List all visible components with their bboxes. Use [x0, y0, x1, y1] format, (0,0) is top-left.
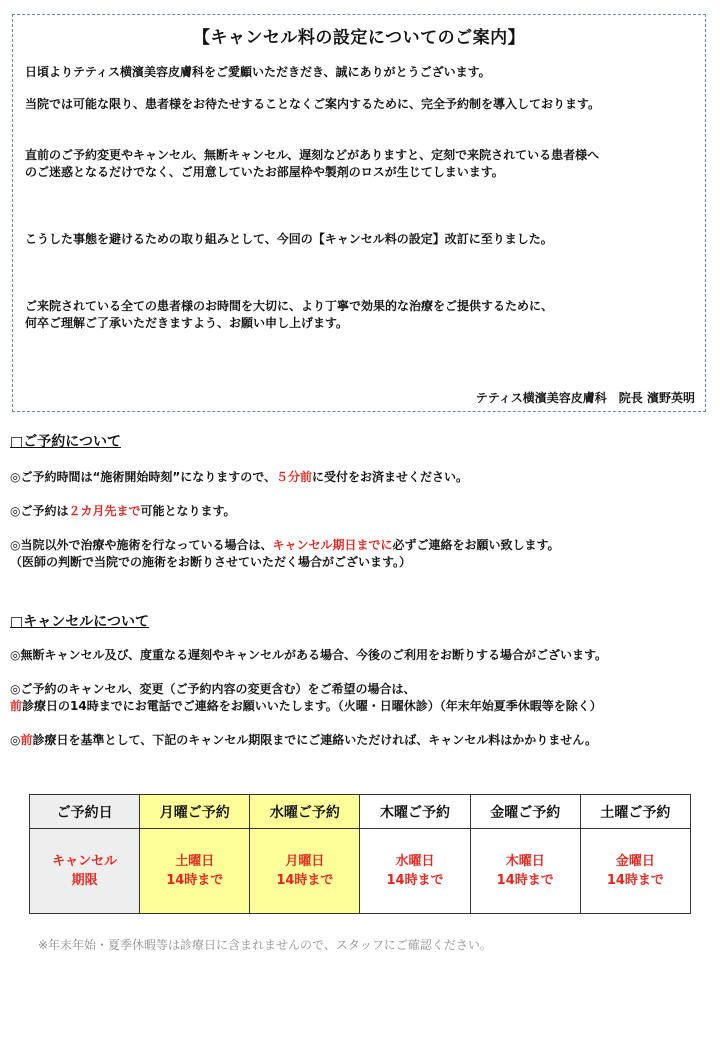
notice-request: [25, 298, 693, 332]
table-cell-friday: [470, 829, 580, 914]
notice-request-line2: 何卒ご理解ご了承いただきますよう、お願い申し上げます。: [25, 316, 349, 330]
reservation-item-arrival-text: ◎ご予約時間は“施術開始時刻”になりますので、: [10, 470, 277, 484]
table-cell-saturday: [580, 829, 690, 914]
notice-title: 【キャンセル料の設定についてのご案内】: [192, 28, 526, 48]
table-header-saturday: 土曜ご予約: [580, 795, 690, 829]
deadline-time: 14時まで: [276, 873, 334, 888]
cancellation-heading: □キャンセルについて: [10, 614, 149, 630]
reservation-item-advance-text-end: 可能となります。: [140, 504, 236, 518]
reservation-item-advance-text: ◎ご予約は: [10, 504, 69, 518]
cancellation-free-prev-mark: 前: [20, 733, 33, 747]
cancellation-item-contact: [10, 681, 714, 715]
notice-signature: テティス横濱美容皮膚科 院長 濱野英明: [475, 391, 695, 405]
deadline-day: 木曜日: [505, 854, 545, 869]
reservation-other-clinic-note: （医師の判断で当院での施術をお断りさせていただく場合がございます。）: [10, 555, 412, 569]
table-header-label: ご予約日: [30, 795, 140, 829]
deadline-day: 水曜日: [395, 854, 435, 869]
table-row-label: [30, 829, 140, 914]
cancellation-item-refusal: ◎無断キャンセル及び、度重なる遅刻やキャンセルがある場合、今後のご利用をお断りする場合がございます。: [10, 648, 608, 662]
notice-problem-line1: 直前のご予約変更やキャンセル、無断キャンセル、遅刻などがありますと、定刻で来院されている患者様へ: [25, 148, 600, 162]
table-header-thursday: 木曜ご予約: [360, 795, 470, 829]
reservation-other-clinic-text-end: 必ずご連絡をお願い致します。: [392, 538, 560, 552]
reservation-heading: □ご予約について: [10, 434, 121, 450]
cancellation-deadline-table: [29, 794, 691, 914]
deadline-day: 月曜日: [285, 854, 325, 869]
table-row-label-line1: キャンセル: [52, 854, 118, 869]
deadline-day: 土曜日: [175, 854, 215, 869]
table-header-monday: 月曜ご予約: [140, 795, 250, 829]
notice-greeting: 日頃よりテティス横濱美容皮膚科をご愛顧いただきだき、誠にありがとうございます。: [25, 65, 491, 79]
deadline-time: 14時まで: [496, 873, 554, 888]
notice-request-line1: ご来院されている全ての患者様のお時間を大切に、より丁寧で効果的な治療をご提供するために、: [25, 299, 554, 313]
table-header-friday: 金曜ご予約: [470, 795, 580, 829]
notice-reservation-system: 当院では可能な限り、患者様をお待たせすることなくご案内するために、完全予約制を導入しております。: [25, 97, 601, 111]
reservation-arrival-minutes: ５分前: [276, 470, 313, 484]
notice-problem: [25, 147, 693, 181]
table-header-wednesday: 水曜ご予約: [250, 795, 360, 829]
notice-revision: こうした事態を避けるための取り組みとして、今回の【キャンセル料の設定】改訂に至りました。: [25, 232, 553, 246]
notice-box: [12, 14, 706, 412]
reservation-item-advance: [10, 503, 714, 520]
deadline-day: 金曜日: [615, 854, 655, 869]
cancellation-contact-line2: 診療日の14時までにお電話でご連絡をお願いいたします。（火曜・日曜休診）（年末年始夏季休暇等を除く）: [22, 699, 602, 713]
footnote: ※年末年始・夏季休暇等は診療日に含まれませんので、スタッフにご確認ください。: [38, 938, 492, 952]
reservation-item-arrival: [10, 469, 714, 486]
cancellation-item-free: [10, 732, 714, 749]
deadline-time: 14時まで: [386, 873, 444, 888]
table-cell-wednesday: [250, 829, 360, 914]
table-cell-monday: [140, 829, 250, 914]
cancellation-contact-prev-mark: 前: [10, 699, 23, 713]
reservation-other-clinic-text: ◎当院以外で治療や施術を行なっている場合は、: [10, 538, 273, 552]
deadline-time: 14時まで: [166, 873, 224, 888]
notice-problem-line2: のご迷惑となるだけでなく、ご用意していたお部屋枠や製剤のロスが生じてしまいます。: [25, 165, 504, 179]
table-cell-thursday: [360, 829, 470, 914]
cancellation-free-text: 診療日を基準として、下記のキャンセル期限までにご連絡いただければ、キャンセル料はかかりません。: [32, 733, 597, 747]
deadline-time: 14時まで: [606, 873, 664, 888]
reservation-other-clinic-deadline: キャンセル期日までに: [272, 538, 393, 552]
cancellation-contact-line1: ◎ご予約のキャンセル、変更（ご予約内容の変更含む）をご希望の場合は、: [10, 682, 416, 696]
table-deadline-row: [30, 829, 691, 914]
reservation-advance-limit: ２カ月先まで: [68, 504, 141, 518]
cancellation-free-bullet: ◎: [10, 733, 21, 747]
table-header-row: [30, 795, 691, 829]
reservation-item-arrival-text-end: に受付をお済ませください。: [312, 470, 469, 484]
reservation-item-other-clinic: [10, 537, 714, 571]
table-row-label-line2: 期限: [71, 873, 98, 888]
